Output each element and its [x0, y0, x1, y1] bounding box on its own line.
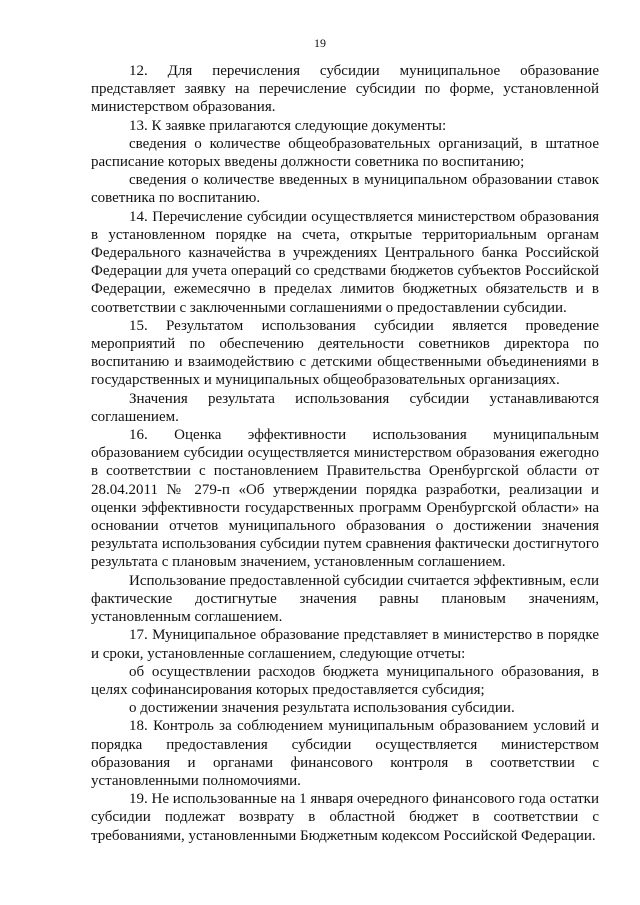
- paragraph-17: 17. Муниципальное образование представляет в министерство в порядке и сроки, установленные соглашением, следующие отчеты:: [91, 627, 599, 662]
- paragraph-17-item-1: об осуществлении расходов бюджета муниципального образования, в целях софинансирования которых предоставляется субсидия;: [91, 663, 599, 698]
- paragraph-18: 18. Контроль за соблюдением муниципальным образованием условий и порядка предоставления субсидии осуществляется министерством образования и органами финансового контроля в соответствии с установленными полномочиями.: [91, 718, 599, 789]
- paragraph-16: 16. Оценка эффективности использования муниципальным образованием субсидии осуществляется министерством образования ежегодно в соответствии с постановлением Правительства Оренбургской области от 28.04.2011 № 279-п «Об утверждении порядка разработки, реализации и оценки эффективности государственных программ Оренбургской области» на основании отчетов муниципального образования о достижении значения результата использования субсидии путем сравнения фактически достигнутого результата с плановым значением, установленным соглашением.: [91, 427, 599, 571]
- paragraph-15: 15. Результатом использования субсидии является проведение мероприятий по обеспечению деятельности советников директора по воспитанию и взаимодействию с детскими общественными объединениями в государственных и муниципальных общеобразовательных организациях.: [91, 317, 599, 389]
- paragraph-14: 14. Перечисление субсидии осуществляется министерством образования в установленном порядке на счета, открытые территориальным органам Федерального казначейства в учреждениях Центрального банка Российской Федерации для учета операций со средствами бюджетов субъектов Российской Федерации, ежемесячно в пределах лимитов бюджетных обязательств и в соответствии с заключенными соглашениями о предоставлении субсидии.: [91, 208, 599, 316]
- page-number: 19: [314, 36, 326, 50]
- paragraph-17-item-2: о достижении значения результата использования субсидии.: [129, 700, 515, 717]
- paragraph-15-note: Значения результата использования субсидии устанавливаются соглашением.: [91, 390, 599, 425]
- paragraph-13: 13. К заявке прилагаются следующие документы:: [129, 117, 447, 134]
- document-body: [91, 62, 599, 845]
- paragraph-19: 19. Не использованные на 1 января очередного финансового года остатки субсидии подлежат возврату в областной бюджет в соответствии с требованиями, установленными Бюджетным кодексом Российской Федерации.: [91, 791, 599, 844]
- paragraph-12: 12. Для перечисления субсидии муниципальное образование представляет заявку на перечисление субсидии по форме, установленной министерством образования.: [91, 63, 599, 116]
- paragraph-13-item-2: сведения о количестве введенных в муниципальном образовании ставок советника по воспитанию.: [91, 172, 599, 207]
- paragraph-13-item-1: сведения о количестве общеобразовательных организаций, в штатное расписание которых введены должности советника по воспитанию;: [91, 135, 599, 171]
- paragraph-16-note: Использование предоставленной субсидии считается эффективным, если фактические достигнутые значения равны плановым значениям, установленным соглашением.: [91, 572, 599, 626]
